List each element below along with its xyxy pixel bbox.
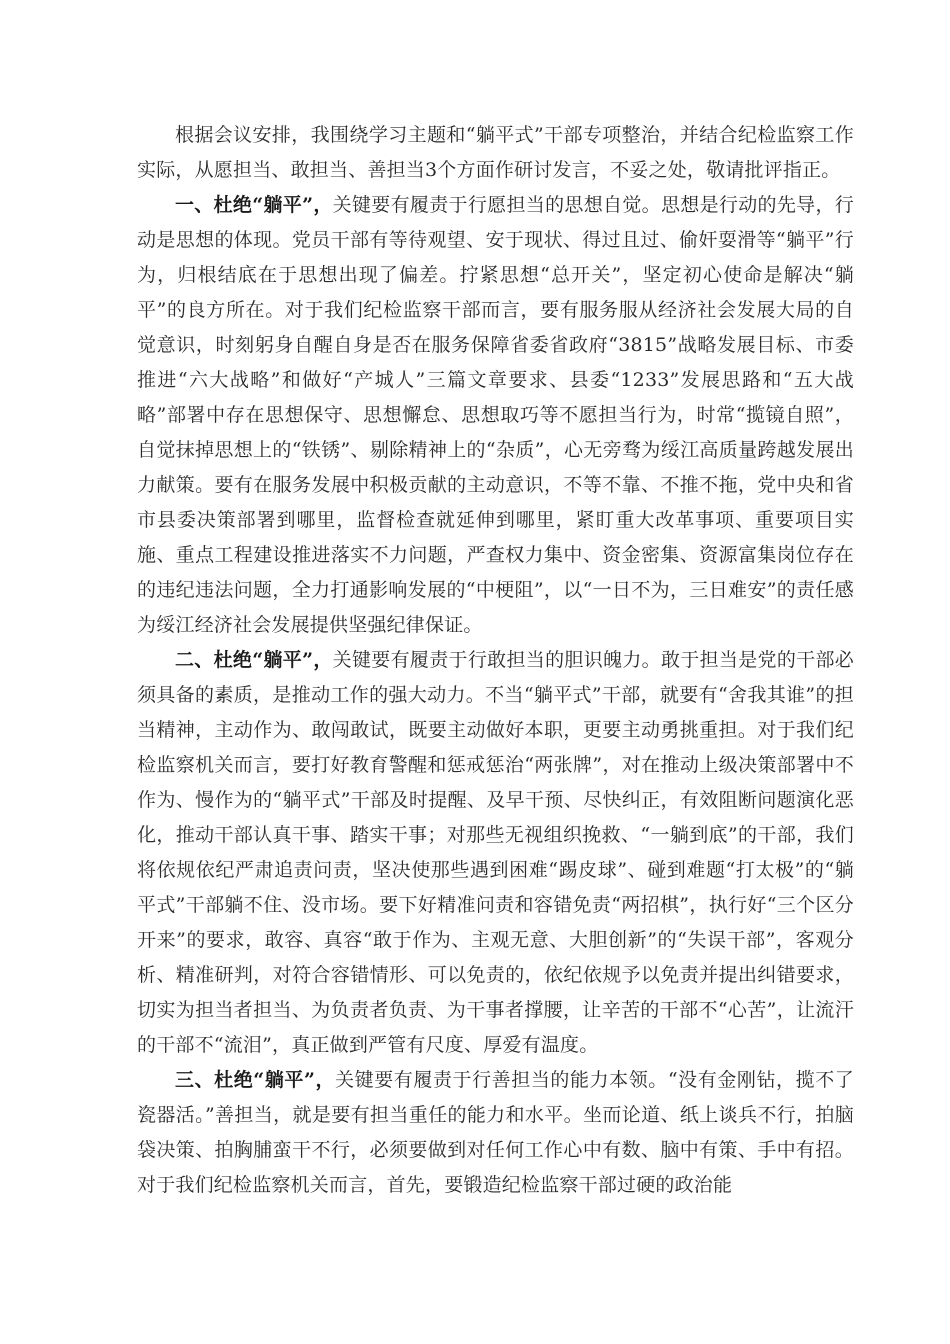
section-one-heading: 一、杜绝“躺平”，	[175, 194, 333, 216]
section-three-paragraph	[137, 1063, 854, 1203]
section-one-paragraph	[137, 188, 854, 643]
intro-paragraph	[137, 118, 854, 188]
section-three-text: 关键要有履责于行善担当的能力本领。“没有金刚钻，揽不了瓷器活。”善担当，就是要有担当重任的能力和水平。坐而论道、纸上谈兵不行，拍脑袋决策、拍胸脯蛮干不行，必须要做到对任何工作心中有数、脑中有策、手中有招。对于我们纪检监察机关而言，首先，要锻造纪检监察干部过硬的政治能	[137, 1069, 854, 1196]
section-two-heading: 二、杜绝“躺平”，	[175, 649, 333, 671]
section-one-text: 关键要有履责于行愿担当的思想自觉。思想是行动的先导，行动是思想的体现。党员干部有等待观望、安于现状、得过且过、偷奸耍滑等“躺平”行为，归根结底在于思想出现了偏差。拧紧思想“总开关”，坚定初心使命是解决“躺平”的良方所在。对于我们纪检监察干部而言，要有服务服从经济社会发展大局的自觉意识，时刻躬身自醒自身是否在服务保障省委省政府“3815”战略发展目标、市委推进“六大战略”和做好“产城人”三篇文章要求、县委“1233”发展思路和“五大战略”部署中存在思想保守、思想懈怠、思想取巧等不愿担当行为，时常“揽镜自照”，自觉抹掉思想上的“铁锈”、剔除精神上的“杂质”，心无旁骛为绥江高质量跨越发展出力献策。要有在服务发展中积极贡献的主动意识，不等不靠、不推不拖，党中央和省市县委决策部署到哪里，监督检查就延伸到哪里，紧盯重大改革事项、重要项目实施、重点工程建设推进落实不力问题，严查权力集中、资金密集、资源富集岗位存在的违纪违法问题，全力打通影响发展的“中梗阻”，以“一日不为，三日难安”的责任感为绥江经济社会发展提供坚强纪律保证。	[137, 194, 854, 636]
document-body	[137, 118, 854, 1203]
section-two-paragraph	[137, 643, 854, 1063]
paragraph-text: 根据会议安排，我围绕学习主题和“躺平式”干部专项整治，并结合纪检监察工作实际，从愿担当、敢担当、善担当3个方面作研讨发言，不妥之处，敬请批评指正。	[137, 124, 854, 181]
section-two-text: 关键要有履责于行敢担当的胆识魄力。敢于担当是党的干部必须具备的素质，是推动工作的强大动力。不当“躺平式”干部，就要有“舍我其谁”的担当精神，主动作为、敢闯敢试，既要主动做好本职，更要主动勇挑重担。对于我们纪检监察机关而言，要打好教育警醒和惩戒惩治“两张牌”，对在推动上级决策部署中不作为、慢作为的“躺平式”干部及时提醒、及早干预、尽快纠正，有效阻断问题演化恶化，推动干部认真干事、踏实干事；对那些无视组织挽救、“一躺到底”的干部，我们将依规依纪严肃追责问责，坚决使那些遇到困难“踢皮球”、碰到难题“打太极”的“躺平式”干部躺不住、没市场。要下好精准问责和容错免责“两招棋”，执行好“三个区分开来”的要求，敢容、真容“敢于作为、主观无意、大胆创新”的“失误干部”，客观分析、精准研判，对符合容错情形、可以免责的，依纪依规予以免责并提出纠错要求，切实为担当者担当、为负责者负责、为干事者撑腰，让辛苦的干部不“心苦”，让流汗的干部不“流泪”，真正做到严管有尺度、厚爱有温度。	[137, 649, 854, 1056]
section-three-heading: 三、杜绝“躺平”，	[175, 1069, 336, 1091]
